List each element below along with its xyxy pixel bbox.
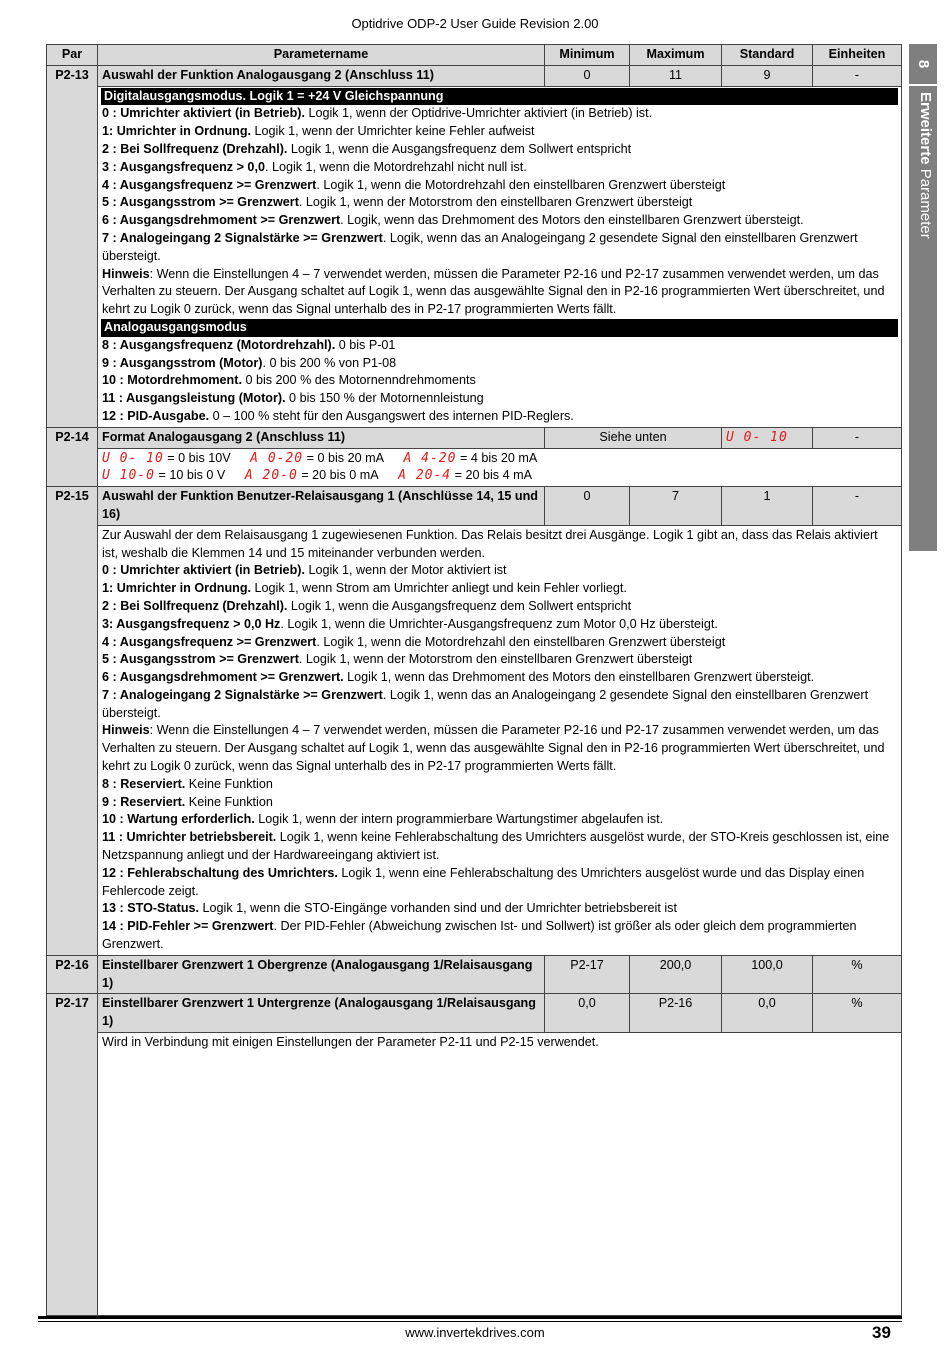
option-key: 9 : Ausgangsstrom (Motor)	[102, 355, 263, 370]
param-min: P2-17	[545, 955, 630, 994]
option-line	[102, 580, 897, 598]
param-default: 100,0	[722, 955, 813, 994]
footer-rule-thin	[38, 1321, 902, 1322]
option-line	[102, 212, 897, 230]
option-line	[102, 616, 897, 634]
option-key: Hinweis	[102, 266, 150, 281]
option-key: 11 : Ausgangsleistung (Motor).	[102, 391, 286, 406]
param-description	[98, 1033, 902, 1316]
option-key: 8 : Ausgangsfrequenz (Motordrehzahl).	[102, 337, 336, 352]
param-row-p2-16	[47, 955, 902, 994]
format-option	[398, 468, 532, 482]
option-text: Logik 1, wenn die Ausgangsfrequenz dem Sollwert entspricht	[287, 598, 632, 613]
footer-rule	[38, 1316, 902, 1319]
option-key: 10 : Wartung erforderlich.	[102, 812, 255, 827]
option-text: Logik 1, wenn der Optidrive-Umrichter aktiviert (in Betrieb) ist.	[304, 106, 653, 121]
param-row-p2-13	[47, 65, 902, 86]
param-name: Einstellbarer Grenzwert 1 Untergrenze (Analogausgang 1/Relaisausgang 1)	[98, 994, 545, 1033]
param-row-p2-15	[47, 487, 902, 526]
col-header-standard: Standard	[722, 45, 813, 66]
option-line	[102, 865, 897, 901]
option-key: 5 : Ausgangsstrom >= Grenzwert	[102, 195, 299, 210]
option-text: Keine Funktion	[185, 794, 273, 809]
option-text: 0 bis P-01	[335, 337, 396, 352]
option-line	[102, 390, 897, 408]
option-text: Logik 1, wenn das Drehmoment des Motors den einstellbaren Grenzwert übersteigt.	[343, 670, 815, 685]
option-line	[102, 194, 897, 212]
option-text: . Logik 1, wenn der Motorstrom den einstellbaren Grenzwert übersteigt	[298, 195, 693, 210]
param-desc-row-p2-13	[47, 86, 902, 427]
option-key: 7 : Analogeingang 2 Signalstärke >= Grenzwert	[102, 687, 383, 702]
param-description	[98, 525, 902, 955]
option-key: 1: Umrichter in Ordnung.	[102, 581, 252, 596]
option-key: 11 : Umrichter betriebsbereit.	[102, 830, 277, 845]
param-id: P2-13	[47, 65, 98, 427]
option-key: 0 : Umrichter aktiviert (in Betrieb).	[102, 106, 305, 121]
option-text: Logik 1, wenn die STO-Eingänge vorhanden sind und der Umrichter betriebsbereit ist	[199, 901, 677, 916]
option-text: Logik 1, wenn keine Fehlerabschaltung des Umrichters ausgelöst wurde, der STO-Kreis geschlossen ist, eine Netzspannung anliegt und der Hardwareeingang aktiviert ist.	[102, 830, 890, 863]
param-desc-text: Wird in Verbindung mit einigen Einstellungen der Parameter P2-11 und P2-15 verwendet.	[102, 1035, 599, 1050]
option-text: Logik 1, wenn Strom am Umrichter anliegt und kein Fehler vorliegt.	[251, 581, 627, 596]
option-line	[102, 159, 897, 177]
option-text: . Logik 1, wenn die Umrichter-Ausgangsfrequenz zum Motor 0,0 Hz übersteigt.	[280, 616, 718, 631]
param-max: 11	[630, 65, 722, 86]
option-line	[102, 634, 897, 652]
param-default	[722, 427, 813, 448]
option-key: 0 : Umrichter aktiviert (in Betrieb).	[102, 563, 305, 578]
option-key: 4 : Ausgangsfrequenz >= Grenzwert	[102, 177, 317, 192]
option-text: Logik 1, wenn die Ausgangsfrequenz dem Sollwert entspricht	[287, 141, 632, 156]
param-min: 0,0	[545, 994, 630, 1033]
display-code: A 20-0	[244, 468, 298, 484]
param-unit: -	[813, 427, 902, 448]
param-unit: -	[813, 65, 902, 86]
section-band-analog: Analogausgangsmodus	[101, 319, 898, 337]
display-code: U 0- 10	[726, 429, 788, 445]
option-line	[102, 598, 897, 616]
display-code: A 0-20	[250, 450, 304, 466]
format-text: = 4 bis 20 mA	[456, 450, 538, 465]
option-line	[102, 141, 897, 159]
format-option	[245, 468, 379, 482]
option-line	[102, 794, 897, 812]
option-line	[102, 829, 897, 865]
param-row-p2-14	[47, 427, 902, 448]
param-row-p2-17	[47, 994, 902, 1033]
option-key: 14 : PID-Fehler >= Grenzwert	[102, 919, 274, 934]
option-text: . 0 bis 200 % von P1-08	[262, 355, 397, 370]
col-header-minimum: Minimum	[545, 45, 630, 66]
option-text: . Logik 1, wenn das an Analogeingang 2 gesendete Signal den einstellbaren Grenzwert übersteigt.	[102, 687, 869, 720]
option-text: 0 – 100 % steht für den Ausgangswert des internen PID-Reglers.	[209, 408, 574, 423]
format-text: = 10 bis 0 V	[154, 468, 226, 483]
section-band-digital: Digitalausgangsmodus. Logik 1 = +24 V Gleichspannung	[101, 88, 898, 106]
option-text: : Wenn die Einstellungen 4 – 7 verwendet werden, müssen die Parameter P2-16 und P2-17 zusammen verwendet werden, um das Verhalten zu steuern. Der Ausgang schaltet auf Logik 1, wenn das ausgewählte Signal den in P2-16 programmierten Wert überschreitet, und kehrt zu Logik 0 zurück, wenn das Signal unterhalb des in P2-17 programmierten Werts fällt.	[102, 723, 885, 774]
col-header-name: Parametername	[98, 45, 545, 66]
option-line	[102, 177, 897, 195]
param-description	[98, 86, 902, 427]
option-text: . Logik, wenn das Drehmoment des Motors den einstellbaren Grenzwert übersteigt.	[340, 213, 804, 228]
display-code: U 0- 10	[102, 450, 164, 466]
option-line	[102, 266, 897, 319]
format-row-2	[102, 467, 897, 485]
option-key: 1: Umrichter in Ordnung.	[102, 124, 252, 139]
param-max: P2-16	[630, 994, 722, 1033]
option-key: 4 : Ausgangsfrequenz >= Grenzwert	[102, 634, 317, 649]
option-text: . Der PID-Fehler (Abweichung zwischen Ist- und Sollwert) ist größer als oder gleich dem programmierten Grenzwert.	[102, 919, 857, 952]
param-default: 1	[722, 487, 813, 526]
param-id: P2-17	[47, 994, 98, 1316]
option-line	[102, 811, 897, 829]
option-key: 12 : Fehlerabschaltung des Umrichters.	[102, 865, 338, 880]
col-header-maximum: Maximum	[630, 45, 722, 66]
param-id: P2-14	[47, 427, 98, 486]
option-line	[102, 722, 897, 775]
option-key: 9 : Reserviert.	[102, 794, 186, 809]
parameter-table	[46, 44, 902, 1316]
format-option	[102, 451, 231, 465]
param-range: Siehe unten	[545, 427, 722, 448]
format-text: = 0 bis 20 mA	[303, 450, 384, 465]
col-header-par: Par	[47, 45, 98, 66]
option-key: 2 : Bei Sollfrequenz (Drehzahl).	[102, 598, 288, 613]
option-line	[102, 408, 897, 426]
option-line	[102, 669, 897, 687]
option-key: 7 : Analogeingang 2 Signalstärke >= Grenzwert	[102, 230, 383, 245]
option-text: Logik 1, wenn der Motor aktiviert ist	[304, 563, 507, 578]
option-key: 10 : Motordrehmoment.	[102, 373, 242, 388]
option-line	[102, 651, 897, 669]
param-default: 9	[722, 65, 813, 86]
param-min: 0	[545, 65, 630, 86]
format-option	[102, 468, 225, 482]
page-number: 39	[872, 1323, 891, 1342]
option-text: Logik 1, wenn der Umrichter keine Fehler aufweist	[251, 124, 535, 139]
option-key: 8 : Reserviert.	[102, 776, 186, 791]
format-text: = 20 bis 4 mA	[451, 468, 532, 483]
table-header-row	[47, 45, 902, 66]
option-key: Hinweis	[102, 723, 150, 738]
option-text: Keine Funktion	[185, 776, 273, 791]
param-desc-row-p2-17	[47, 1033, 902, 1316]
format-row-1	[102, 450, 897, 468]
option-text: . Logik 1, wenn die Motordrehzahl nicht null ist.	[264, 159, 527, 174]
option-text: . Logik 1, wenn die Motordrehzahl den einstellbaren Grenzwert übersteigt	[316, 177, 726, 192]
option-text: Logik 1, wenn eine Fehlerabschaltung des Umrichters ausgelöst wurde und das Display einen Fehlercode zeigt.	[102, 865, 865, 898]
option-list-analog	[102, 337, 897, 426]
display-code: U 10-0	[102, 468, 155, 484]
option-line	[102, 918, 897, 954]
option-key: 3: Ausgangsfrequenz > 0,0 Hz	[102, 616, 281, 631]
option-text: . Logik, wenn das an Analogeingang 2 gesendete Signal den einstellbaren Grenzwert übersteigt.	[102, 230, 858, 263]
param-unit: -	[813, 487, 902, 526]
option-text: Logik 1, wenn der intern programmierbare Wartungstimer abgelaufen ist.	[254, 812, 664, 827]
param-desc-row-p2-14	[47, 448, 902, 487]
display-code: A 20-4	[398, 468, 452, 484]
param-unit: %	[813, 994, 902, 1033]
param-name: Einstellbarer Grenzwert 1 Obergrenze (Analogausgang 1/Relaisausgang 1)	[98, 955, 545, 994]
option-text: : Wenn die Einstellungen 4 – 7 verwendet werden, müssen die Parameter P2-16 und P2-17 zusammen verwendet werden, um das Verhalten zu steuern. Der Ausgang schaltet auf Logik 1, wenn das ausgewählte Signal den in P2-16 programmierten Wert überschreitet, und kehrt zu Logik 0 zurück, wenn das Signal unterhalb des in P2-17 programmierten Werts fällt.	[102, 266, 885, 317]
option-key: 13 : STO-Status.	[102, 901, 200, 916]
chapter-title: Erweiterte Parameter	[917, 92, 934, 239]
param-name: Format Analogausgang 2 (Anschluss 11)	[98, 427, 545, 448]
param-unit: %	[813, 955, 902, 994]
param-max: 200,0	[630, 955, 722, 994]
param-min: 0	[545, 487, 630, 526]
option-text: . Logik 1, wenn die Motordrehzahl den einstellbaren Grenzwert übersteigt	[316, 634, 726, 649]
param-name: Auswahl der Funktion Benutzer-Relaisausgang 1 (Anschlüsse 14, 15 und 16)	[98, 487, 545, 526]
param-max: 7	[630, 487, 722, 526]
option-key: 12 : PID-Ausgabe.	[102, 408, 210, 423]
format-text: = 0 bis 10V	[163, 450, 231, 465]
option-line	[102, 776, 897, 794]
option-line	[102, 687, 897, 723]
option-line	[102, 900, 897, 918]
option-text: 0 bis 200 % des Motornenndrehmoments	[241, 373, 476, 388]
option-list-relay	[102, 562, 897, 954]
page-header: Optidrive ODP-2 User Guide Revision 2.00	[351, 16, 599, 31]
option-key: 6 : Ausgangsdrehmoment >= Grenzwert.	[102, 670, 344, 685]
col-header-units: Einheiten	[813, 45, 902, 66]
option-line	[102, 562, 897, 580]
option-line	[102, 372, 897, 390]
footer-url: www.invertekdrives.com	[405, 1325, 545, 1340]
param-default: 0,0	[722, 994, 813, 1033]
option-key: 2 : Bei Sollfrequenz (Drehzahl).	[102, 141, 288, 156]
option-line	[102, 337, 897, 355]
option-key: 6 : Ausgangsdrehmoment >= Grenzwert	[102, 213, 341, 228]
option-line	[102, 355, 897, 373]
option-line	[102, 230, 897, 266]
format-option	[404, 451, 538, 465]
chapter-side-tab	[909, 44, 937, 551]
option-text: . Logik 1, wenn der Motorstrom den einstellbaren Grenzwert übersteigt	[298, 652, 693, 667]
format-option	[250, 451, 384, 465]
param-intro: Zur Auswahl der dem Relaisausgang 1 zugewiesenen Funktion. Das Relais besitzt drei Ausgänge. Logik 1 gibt an, dass das Relais aktiviert ist, weshalb die Klemmen 14 und 15 miteinander verbunden werden.	[102, 527, 878, 560]
param-description	[98, 448, 902, 487]
param-name: Auswahl der Funktion Analogausgang 2 (Anschluss 11)	[98, 65, 545, 86]
display-code: A 4-20	[403, 450, 457, 466]
option-line	[102, 105, 897, 123]
option-text: 0 bis 150 % der Motornennleistung	[285, 391, 484, 406]
chapter-number: 8	[909, 44, 937, 86]
option-key: 3 : Ausgangsfrequenz > 0,0	[102, 159, 265, 174]
option-list-digital	[102, 105, 897, 319]
param-id: P2-15	[47, 487, 98, 956]
param-id: P2-16	[47, 955, 98, 994]
option-key: 5 : Ausgangsstrom >= Grenzwert	[102, 652, 299, 667]
param-desc-row-p2-15	[47, 525, 902, 955]
format-text: = 20 bis 0 mA	[297, 468, 379, 483]
option-line	[102, 123, 897, 141]
